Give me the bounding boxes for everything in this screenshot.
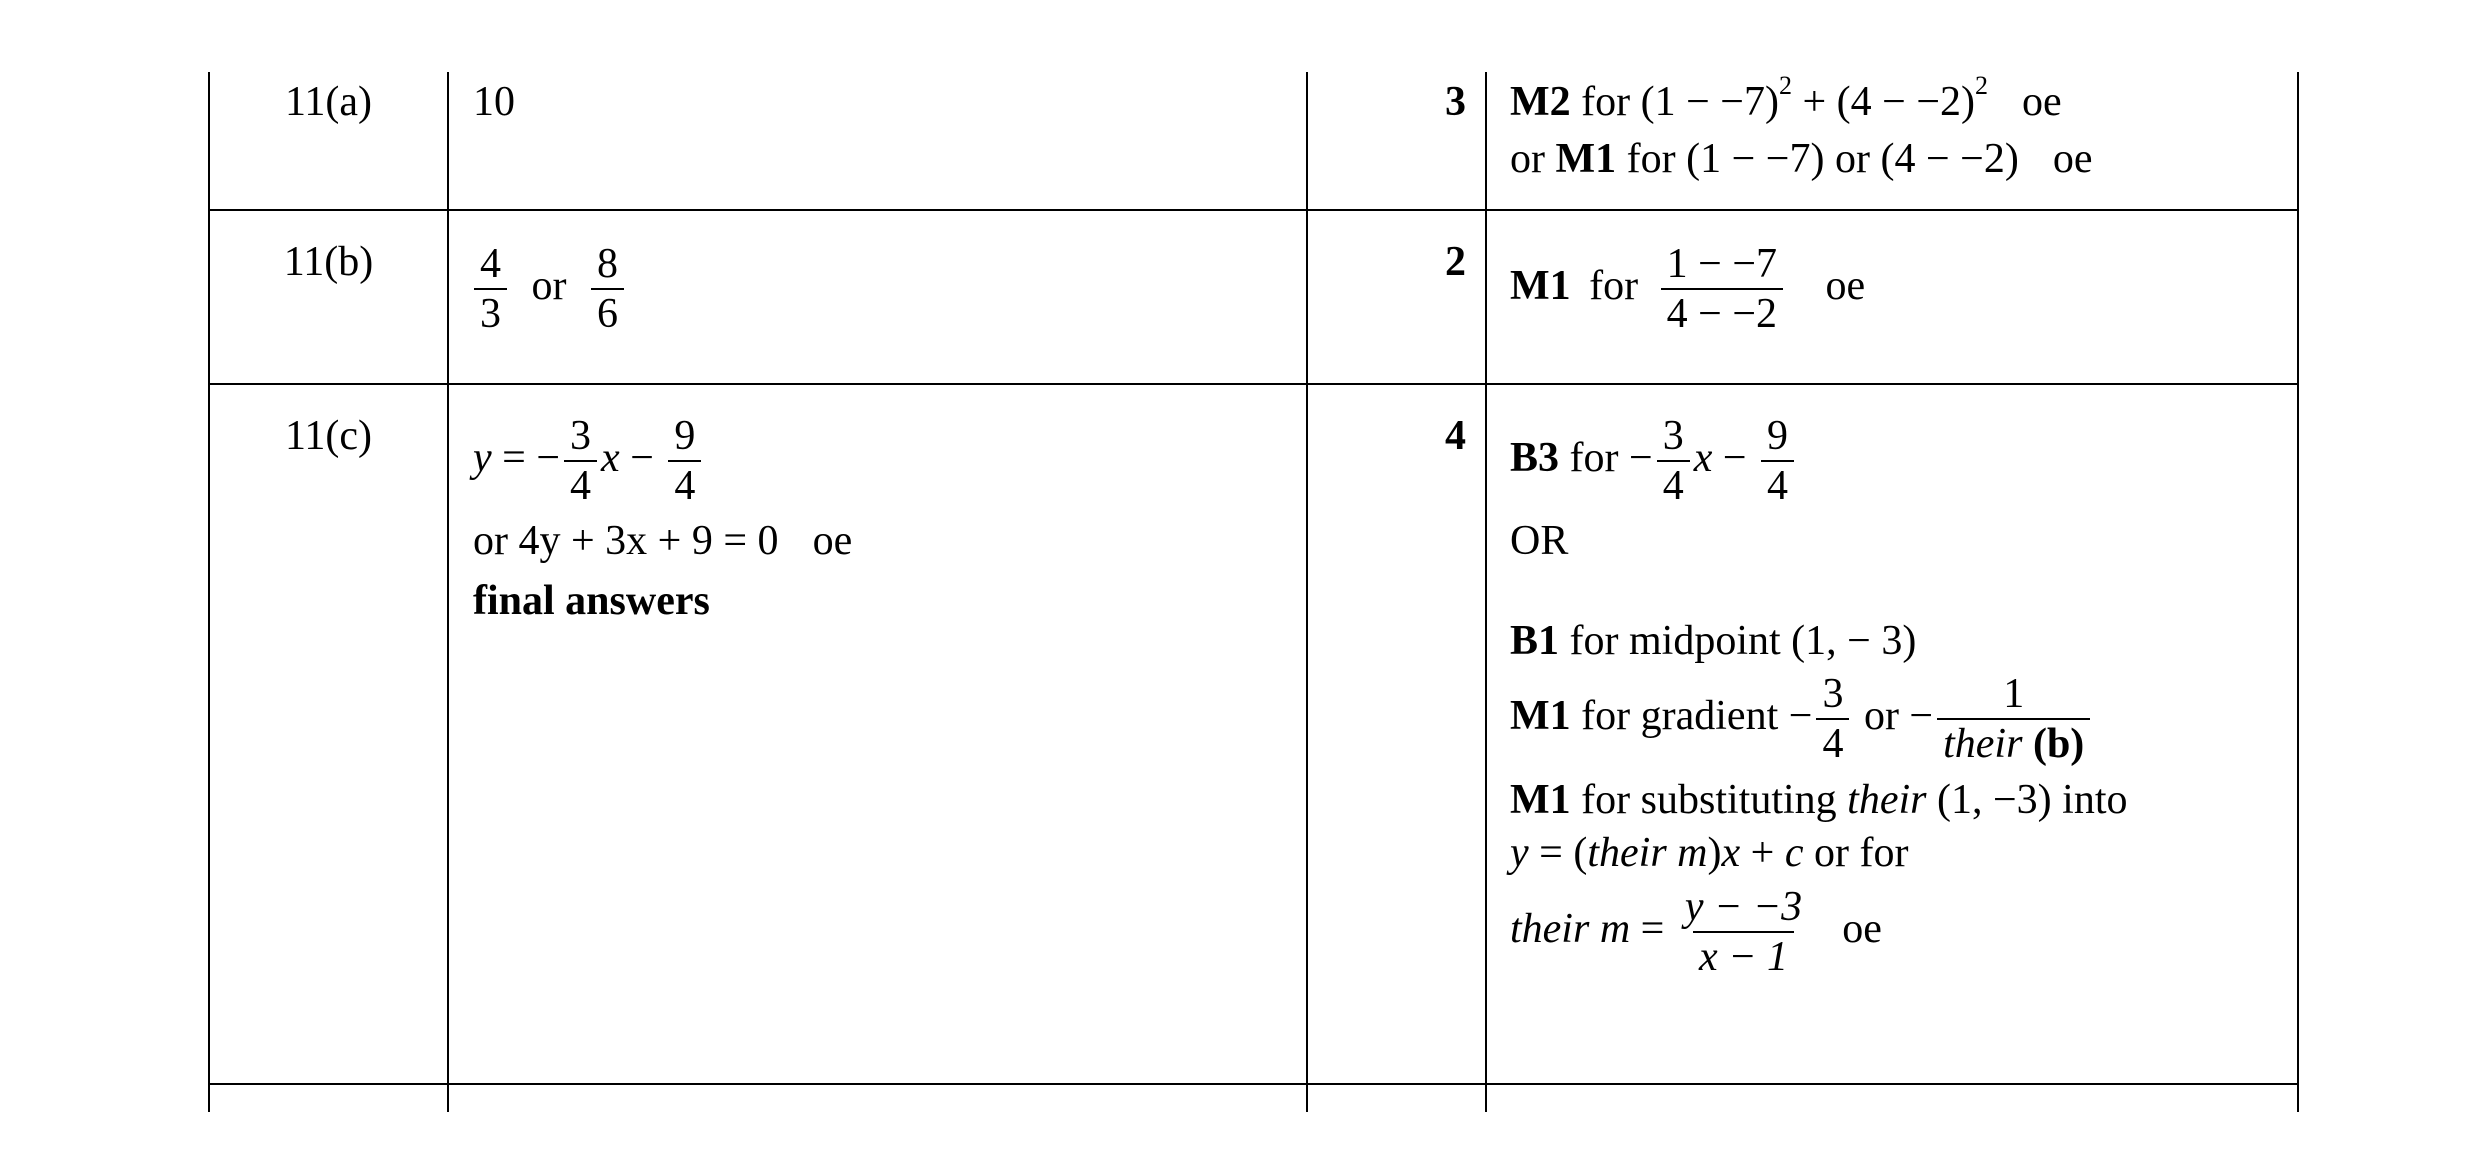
their-text: their <box>1510 906 1590 953</box>
operator: − <box>619 434 665 481</box>
notes-text: ) <box>1707 829 1722 876</box>
notes-line-or <box>1510 515 2128 568</box>
answer-equation <box>473 412 852 511</box>
notes-text: for midpoint (1, − 3) <box>1559 618 1917 665</box>
notes-text: for (1 − −7) or (4 − −2) <box>1616 135 2019 182</box>
operator: = − <box>491 434 561 481</box>
fraction-numerator: 9 <box>1767 413 1789 459</box>
variable: y <box>1510 829 1529 876</box>
notes-text: for gradient − <box>1570 692 1813 739</box>
fraction-numerator: 3 <box>1662 413 1684 459</box>
final-answers-note <box>473 575 852 628</box>
question-label: 11(a) <box>284 79 373 125</box>
fraction-numerator: 1 <box>2003 670 2025 717</box>
question-label: 11(b) <box>283 239 374 285</box>
question-number <box>210 236 447 289</box>
operator: − <box>1629 434 1653 481</box>
col-divider-question <box>447 72 449 1112</box>
fraction <box>474 240 507 339</box>
operator: = <box>1630 906 1675 953</box>
question-label: 11(c) <box>284 413 373 459</box>
mark-code: M1 <box>1510 692 1571 739</box>
fraction-denominator: 4 <box>1761 460 1794 510</box>
fraction-numerator: 3 <box>1822 670 1844 717</box>
answer-cell <box>470 240 628 339</box>
answer-cell <box>473 412 852 628</box>
fraction-numerator: 3 <box>570 413 592 459</box>
fraction-numerator: 9 <box>674 413 696 459</box>
notes-text: for <box>1589 262 1639 309</box>
fraction-denominator: 4 − −2 <box>1661 288 1783 338</box>
fraction-denominator: 4 <box>668 460 701 510</box>
row-divider-3 <box>208 1083 2299 1085</box>
row-divider-2 <box>208 383 2299 385</box>
col-divider-answer <box>1306 72 1308 1112</box>
question-number <box>210 76 447 129</box>
mark-code: M1 <box>1510 262 1571 309</box>
mark-code: M1 <box>1555 135 1617 182</box>
mark-code: M2 <box>1510 79 1571 125</box>
or-text: or <box>473 517 519 564</box>
their-text: their <box>1587 829 1667 876</box>
variable: x <box>601 434 620 481</box>
variable: y <box>473 434 492 481</box>
notes-text: for <box>1559 434 1629 481</box>
notes-cell <box>1510 71 2093 185</box>
notes-line-b3 <box>1510 412 2128 511</box>
fraction-numerator: y − −3 <box>1684 884 1803 931</box>
or-text: OR <box>1510 517 1569 564</box>
answer-alternative <box>473 515 852 568</box>
notes-line-m1-gradient <box>1510 670 2128 769</box>
oe-text: oe <box>812 517 853 564</box>
their-text: their <box>1847 777 1927 824</box>
variable: c <box>1784 829 1804 876</box>
oe-text: oe <box>1825 262 1866 309</box>
superscript: 2 <box>1975 71 1989 100</box>
notes-line <box>1510 133 2092 186</box>
notes-line-b1 <box>1510 615 2128 668</box>
notes-cell <box>1510 240 1865 339</box>
notes-cell <box>1510 412 2128 982</box>
marks-cell <box>1310 236 1466 289</box>
fraction <box>1937 670 2090 769</box>
fraction-denominator: x − 1 <box>1693 931 1794 981</box>
fraction-denominator: 4 <box>1816 718 1849 768</box>
part-reference: (b) <box>2032 720 2085 767</box>
notes-text: = ( <box>1528 829 1588 876</box>
fraction <box>1761 412 1794 511</box>
fraction <box>1657 412 1690 511</box>
col-divider-marks <box>1485 72 1487 1112</box>
final-answers-label: final answers <box>473 578 710 625</box>
answer-value: 10 <box>473 79 515 125</box>
marks-value: 4 <box>1445 413 1466 459</box>
fraction-denominator: 3 <box>474 288 507 338</box>
notes-text: for substituting <box>1570 777 1848 824</box>
notes-text: for (1 − −7) <box>1570 79 1779 125</box>
col-divider-left <box>208 72 210 1112</box>
notes-text: + <box>1740 829 1785 876</box>
variable: x <box>1693 434 1713 481</box>
oe-text: oe <box>2052 135 2093 182</box>
fraction-denominator <box>1937 718 2090 768</box>
mark-code: B1 <box>1510 618 1560 665</box>
notes-text: (1, −3) into <box>1926 777 2128 824</box>
notes-line-m1-substitute <box>1510 774 2128 827</box>
fraction-denominator: 6 <box>591 288 624 338</box>
marks-value: 3 <box>1445 79 1466 125</box>
notes-text: or for <box>1803 829 1909 876</box>
question-number <box>210 410 447 463</box>
notes-line <box>1510 71 2092 129</box>
answer-cell <box>473 76 515 129</box>
col-divider-right <box>2297 72 2299 1112</box>
fraction <box>564 412 597 511</box>
marks-value: 2 <box>1445 239 1466 285</box>
mark-code: B3 <box>1510 434 1560 481</box>
notes-line-line-eq <box>1510 827 2128 880</box>
notes-text: or <box>1510 135 1556 182</box>
notes-text: + (4 − −2) <box>1791 79 1976 125</box>
fraction <box>668 412 701 511</box>
oe-text: oe <box>1842 906 1882 953</box>
fraction <box>1679 883 1808 982</box>
fraction-numerator: 1 − −7 <box>1666 241 1778 287</box>
notes-text: or − <box>1853 692 1934 739</box>
superscript: 2 <box>1778 71 1792 100</box>
notes-line-gradient-eq <box>1510 883 2128 982</box>
fraction-denominator: 4 <box>564 460 597 510</box>
variable: x <box>1721 829 1741 876</box>
row-divider-1 <box>208 209 2299 211</box>
fraction-denominator: 4 <box>1657 460 1690 510</box>
fraction <box>591 240 624 339</box>
fraction-numerator: 4 <box>480 241 501 287</box>
oe-text: oe <box>2022 79 2062 125</box>
marks-cell <box>1310 410 1466 463</box>
operator: − <box>1712 434 1758 481</box>
their-text: their <box>1943 720 2023 767</box>
or-text: or <box>531 262 567 309</box>
fraction <box>1661 240 1783 339</box>
variable: m <box>1666 829 1708 876</box>
fraction <box>1816 670 1849 769</box>
mark-code: M1 <box>1510 777 1571 824</box>
fraction-numerator: 8 <box>597 241 618 287</box>
marks-cell <box>1310 76 1466 129</box>
alt-equation: 4y + 3x + 9 = 0 <box>518 517 779 564</box>
variable: m <box>1589 906 1631 953</box>
